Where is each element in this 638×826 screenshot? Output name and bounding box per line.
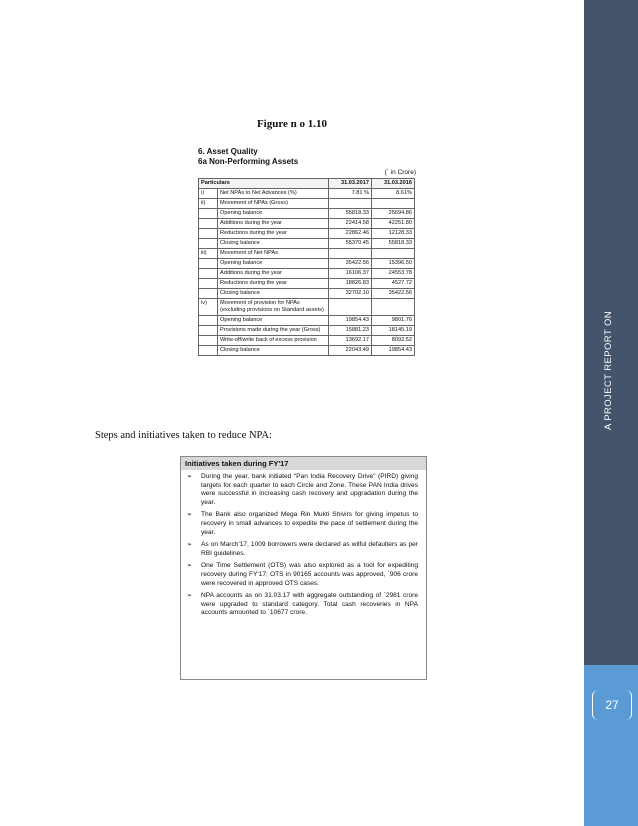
- arrow-bullet-icon: ➢: [187, 563, 193, 570]
- initiatives-list: [181, 470, 426, 618]
- table-row: [199, 249, 415, 259]
- table-row: [199, 289, 415, 299]
- sidebar-title-text: A PROJECT REPORT ON: [602, 310, 614, 430]
- row-label: Closing balance: [218, 289, 329, 299]
- figure-caption: Figure n o 1.10: [256, 118, 328, 130]
- row-number: [199, 259, 218, 269]
- row-number: iii): [199, 249, 218, 259]
- row-number: [199, 229, 218, 239]
- asset-quality-figure: [198, 147, 418, 356]
- value-2017: 55818.33: [329, 209, 372, 219]
- table-row: [199, 326, 415, 336]
- row-label: Opening balance: [218, 259, 329, 269]
- sidebar-title: [597, 270, 619, 470]
- npa-subheading: 6a Non-Performing Assets: [198, 157, 299, 166]
- row-number: [199, 326, 218, 336]
- value-2017: 16106.37: [329, 269, 372, 279]
- row-label: Additions during the year: [218, 219, 329, 229]
- table-row: [199, 269, 415, 279]
- row-number: ii): [199, 199, 218, 209]
- row-label: Closing balance: [218, 239, 329, 249]
- arrow-bullet-icon: ➢: [187, 512, 193, 519]
- value-2016: 55818.33: [372, 239, 415, 249]
- row-label: Additions during the year: [218, 269, 329, 279]
- row-number: i): [199, 189, 218, 199]
- row-label: Movement of NPAs (Gross): [218, 199, 329, 209]
- value-2016: [372, 249, 415, 259]
- initiatives-title: Initiatives taken during FY'17: [181, 457, 426, 470]
- value-2017: 35422.56: [329, 259, 372, 269]
- value-2016: 24553.78: [372, 269, 415, 279]
- row-label: Movement of provision for NPAs (excluding provisions on Standard assets): [218, 299, 329, 316]
- arrow-bullet-icon: ➢: [187, 474, 193, 480]
- table-row: [199, 316, 415, 326]
- row-number: [199, 269, 218, 279]
- row-label: Reductions during the year: [218, 229, 329, 239]
- value-2016: 42251.80: [372, 219, 415, 229]
- value-2016: [372, 199, 415, 209]
- row-number: [199, 219, 218, 229]
- value-2016: 19854.43: [372, 346, 415, 356]
- page-number: 27: [592, 690, 632, 720]
- row-label: Opening balance: [218, 316, 329, 326]
- row-label: Movement of Net NPAs: [218, 249, 329, 259]
- initiative-text: One Time Settlement (OTS) was also explored as a tool for expediting recovery during FY'17; OTS in 90165 accounts was approved, `906 crore were recovered in approved OTS cases.: [201, 562, 418, 587]
- value-2016: 8092.52: [372, 336, 415, 346]
- value-2017: 18826.83: [329, 279, 372, 289]
- asset-quality-heading: 6. Asset Quality: [198, 147, 258, 156]
- value-2017: 32702.10: [329, 289, 372, 299]
- value-2017: 13692.17: [329, 336, 372, 346]
- row-label: Opening balance: [218, 209, 329, 219]
- column-header-2016: 31.03.2016: [372, 179, 415, 189]
- arrow-bullet-icon: ➢: [187, 542, 193, 549]
- list-item: [187, 473, 418, 507]
- value-2016: 12128.33: [372, 229, 415, 239]
- value-2016: 8.61%: [372, 189, 415, 199]
- row-label: Reductions during the year: [218, 279, 329, 289]
- row-number: [199, 289, 218, 299]
- table-row: [199, 229, 415, 239]
- table-row: [199, 259, 415, 269]
- initiatives-box: [180, 456, 427, 680]
- row-number: [199, 209, 218, 219]
- table-header-row: [199, 179, 415, 189]
- row-number: [199, 336, 218, 346]
- value-2017: 7.81 %: [329, 189, 372, 199]
- row-label: Write-off/write back of excess provision: [218, 336, 329, 346]
- initiative-text: As on March'17, 1009 borrowers were declared as wilful defaulters as per RBI guidelines.: [201, 541, 418, 557]
- table-row: [199, 209, 415, 219]
- value-2016: [372, 299, 415, 316]
- value-2017: 19854.43: [329, 316, 372, 326]
- value-2016: 18145.19: [372, 326, 415, 336]
- value-2017: 22414.58: [329, 219, 372, 229]
- row-label: Closing balance: [218, 346, 329, 356]
- value-2016: 15396.50: [372, 259, 415, 269]
- list-item: [187, 511, 418, 537]
- npa-table: [198, 178, 415, 356]
- list-item: [187, 541, 418, 558]
- value-2016: 9801.76: [372, 316, 415, 326]
- row-number: [199, 346, 218, 356]
- initiative-text: NPA accounts as on 31.03.17 with aggregate outstanding of `2981 crore were upgraded to standard category. Total cash recoveries in NPA accounts amounted to `10677 crore.: [201, 592, 418, 617]
- value-2016: 25694.86: [372, 209, 415, 219]
- table-row: [199, 239, 415, 249]
- table-row: [199, 279, 415, 289]
- row-label: Net NPAs to Net Advances (%): [218, 189, 329, 199]
- row-label: Provisions made during the year (Gross): [218, 326, 329, 336]
- row-number: iv): [199, 299, 218, 316]
- initiative-text: During the year, bank initiated “Pan India Recovery Drive” (PIRD) giving targets for each quarter to each Circle and Zone. These PAN India drives were successful in increasing cash recovery and upgradation during the year.: [201, 473, 418, 506]
- row-number: [199, 279, 218, 289]
- value-2017: [329, 299, 372, 316]
- table-row: [199, 199, 415, 209]
- value-2017: [329, 249, 372, 259]
- column-header-particulars: Particulars: [199, 179, 329, 189]
- row-number: [199, 239, 218, 249]
- value-2017: 55370.45: [329, 239, 372, 249]
- arrow-bullet-icon: ➢: [187, 593, 193, 600]
- value-2016: 35422.56: [372, 289, 415, 299]
- value-2017: 15881.23: [329, 326, 372, 336]
- table-row: [199, 336, 415, 346]
- table-row: [199, 189, 415, 199]
- unit-label: (` in Crore): [384, 169, 416, 176]
- table-row: [199, 346, 415, 356]
- table-row: [199, 299, 415, 316]
- value-2017: [329, 199, 372, 209]
- value-2017: 22862.46: [329, 229, 372, 239]
- initiative-text: The Bank also organized Mega Rin Mukti Shivirs for giving impetus to recovery in small advances to expedite the pace of settlement during the year.: [201, 511, 418, 536]
- list-item: [187, 562, 418, 588]
- value-2016: 4527.72: [372, 279, 415, 289]
- steps-heading: Steps and initiatives taken to reduce NPA:: [95, 430, 272, 441]
- row-number: [199, 316, 218, 326]
- list-item: [187, 592, 418, 618]
- table-row: [199, 219, 415, 229]
- value-2017: 22043.49: [329, 346, 372, 356]
- column-header-2017: 31.03.2017: [329, 179, 372, 189]
